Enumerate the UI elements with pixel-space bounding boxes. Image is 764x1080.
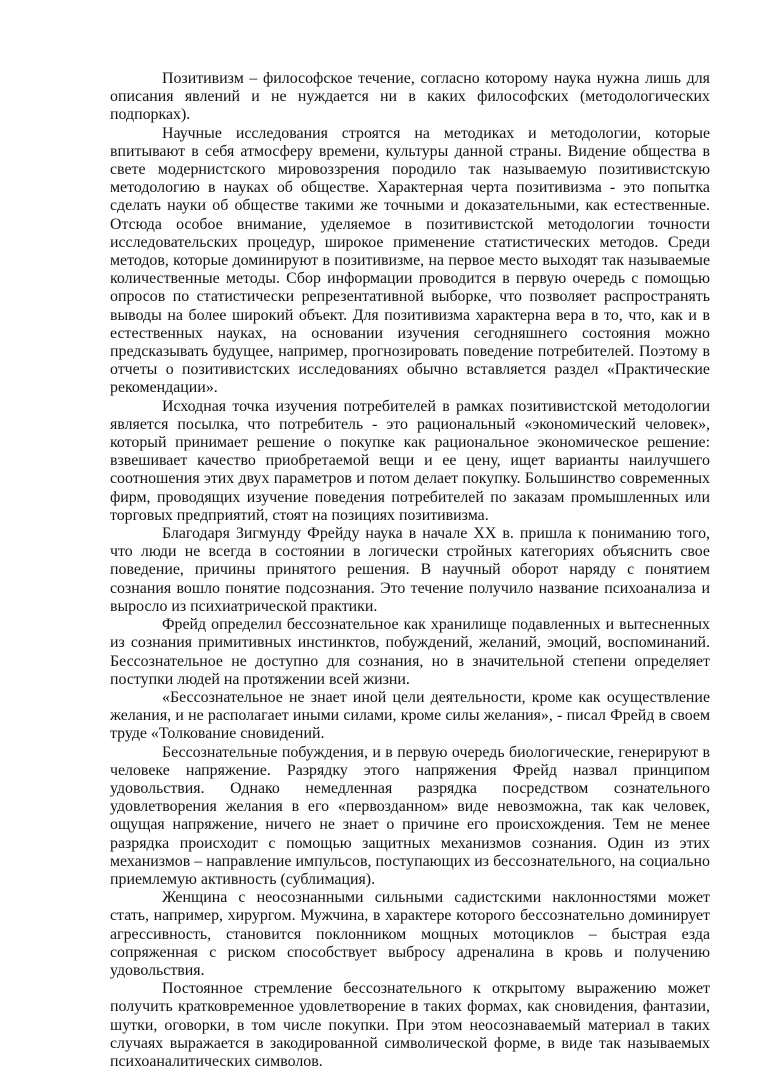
paragraph-freud-quote: «Бессознательное не знает иной цели деятельности, кроме как осуществление желания, и не располагает иными силами, кроме силы желания», - писал Фрейд в своем труде «Толкование сновидений. (110, 688, 710, 743)
paragraph-positivism-definition: Позитивизм – философское течение, согласно которому наука нужна лишь для описания явлений и не нуждается ни в каких философских (методологических подпорках). (110, 70, 710, 124)
document-page (110, 70, 710, 1071)
paragraph-psychoanalytic-symbols: Постоянное стремление бессознательного к открытому выражению может получить кратковременное удовлетворение в таких формах, как сновидения, фантазии, шутки, оговорки, в том числе покупки. При этом неосознаваемый материал в таких случаях выражается в закодированной символической форме, в виде так называемых психоаналитических символов. (110, 980, 710, 1070)
paragraph-unconscious-definition: Фрейд определил бессознательное как хранилище подавленных и вытесненных из сознания примитивных инстинктов, побуждений, желаний, эмоций, воспоминаний. Бессознательное не доступно для сознания, но в значительной степени определяет поступки людей на протяжении всей жизни. (110, 616, 710, 688)
paragraph-sublimation-examples: Женщина с неосознанными сильными садистскими наклонностями может стать, например, хирургом. Мужчина, в характере которого бессознательно доминирует агрессивность, становится поклонником мощных мотоциклов – быстрая езда сопряженная с риском способствует выбросу адреналина в кровь и получению удовольствия. (110, 889, 710, 979)
paragraph-rational-consumer: Исходная точка изучения потребителей в рамках позитивистской методологии является посылка, что потребитель - это рациональный «экономический человек», который принимает решение о покупке как рациональное экономическое решение: взвешивает качество приобретаемой вещи и ее цену, ищет варианты наилучшего соотношения этих двух параметров и потом делает покупку. Большинство современных фирм, проводящих изучение поведения потребителей по заказам промышленных или торговых предприятий, стоят на позициях позитивизма. (110, 397, 710, 524)
paragraph-freud-subconscious: Благодаря Зигмунду Фрейду наука в начале XX в. пришла к пониманию того, что люди не всегда в состоянии в логически стройных категориях объяснить свое поведение, причины принятого решения. В научный оборот наряду с понятием сознания вошло понятие подсознания. Это течение получило название психоанализа и выросло из психиатрической практики. (110, 525, 710, 615)
paragraph-research-methodology: Научные исследования строятся на методиках и методологии, которые впитывают в себя атмосферу времени, культуры данной страны. Видение общества в свете модернистского мировоззрения породило так называемую позитивистскую методологию в науках об обществе. Характерная черта позитивизма - это попытка сделать науки об обществе такими же точными и доказательными, как естественные. Отсюда особое внимание, уделяемое в позитивистской методологии точности исследовательских процедур, широкое применение статистических методов. Среди методов, которые доминируют в позитивизме, на первое место выходят так называемые количественные методы. Сбор информации проводится в первую очередь с помощью опросов по статистически репрезентативной выборке, что позволяет распространять выводы на более широкий объект. Для позитивизма характерна вера в то, что, как и в естественных науках, на основании изучения сегодняшнего состояния можно предсказывать будущее, например, прогнозировать поведение потребителей. Поэтому в отчеты о позитивистских исследованиях обычно вставляется раздел «Практические рекомендации». (110, 124, 710, 397)
paragraph-unconscious-impulses: Бессознательные побуждения, и в первую очередь биологические, генерируют в человеке напряжение. Разрядку этого напряжения Фрейд назвал принципом удовольствия. Однако немедленная разрядка посредством сознательного удовлетворения желания в его «первозданном» виде невозможна, так как человек, ощущая напряжение, ничего не знает о причине его происхождения. Тем не менее разрядка происходит с помощью защитных механизмов сознания. Один из этих механизмов – направление импульсов, поступающих из бессознательного, на социально приемлемую активность (сублимация). (110, 743, 710, 888)
